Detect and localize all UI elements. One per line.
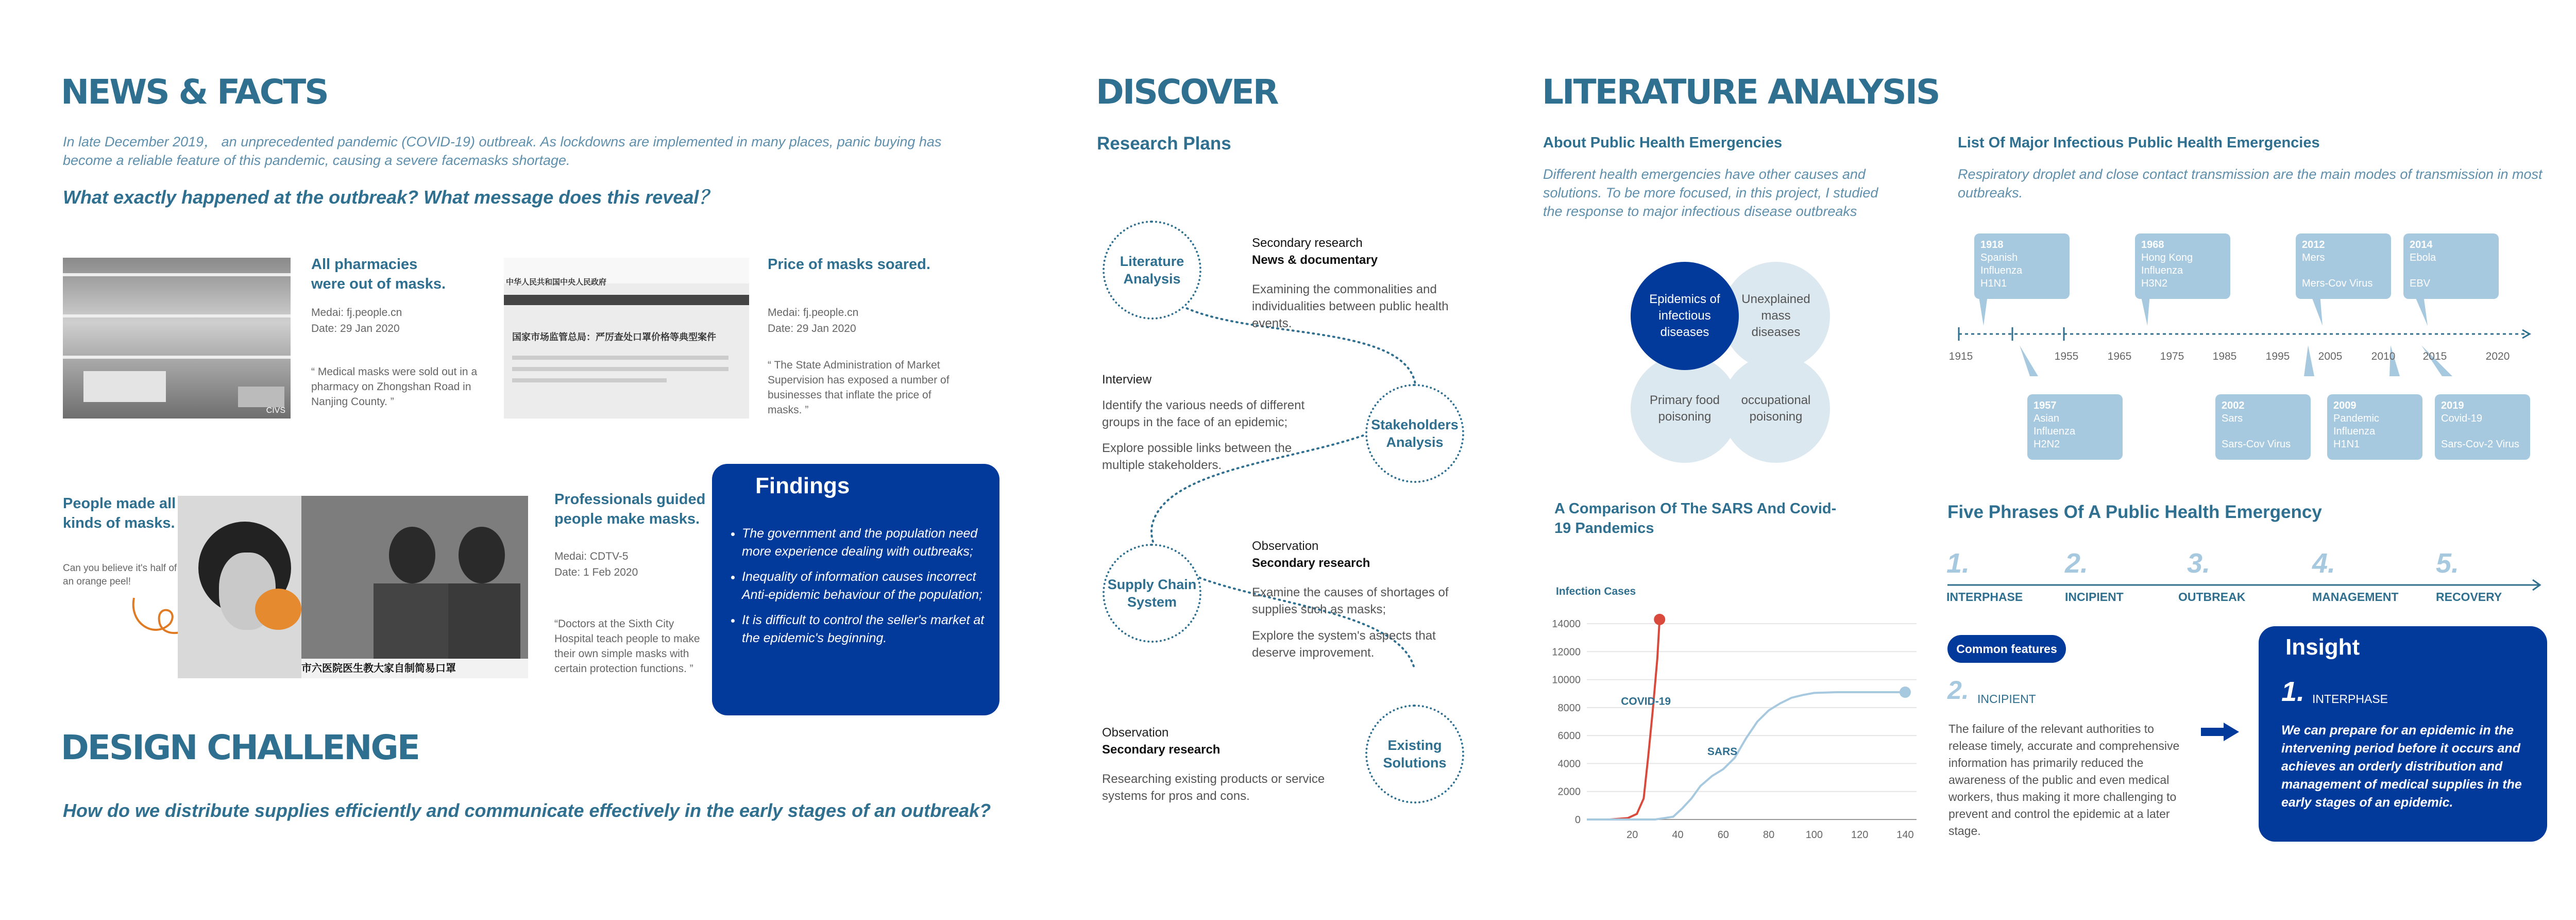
- event-2012: [2296, 233, 2391, 299]
- insight-number: 1.: [2281, 676, 2305, 707]
- event-line: H1N1: [2333, 439, 2360, 450]
- step4-heading: [1102, 724, 1220, 758]
- insight-label: INTERPHASE: [2312, 692, 2388, 706]
- comparison-line-chart: [1546, 577, 1927, 845]
- event-line: H1N1: [1980, 278, 2007, 289]
- event-line: Sars-Cov Virus: [2222, 439, 2291, 450]
- step4-text: Researching existing products or service systems for pros and cons.: [1102, 772, 1325, 803]
- event-line: Mers-Cov Virus: [2302, 278, 2373, 289]
- finding-item: • The government and the population need more experience dealing with outbreaks;: [742, 525, 989, 561]
- circle-occupational-poisoning: occupational poisoning: [1722, 355, 1830, 463]
- phase-label: RECOVERY: [2436, 590, 2502, 604]
- event-line: H3N2: [2141, 278, 2168, 289]
- phase-number: 1.: [1946, 548, 1970, 579]
- phase-label: MANAGEMENT: [2312, 590, 2399, 604]
- event-2002: [2215, 394, 2311, 460]
- phase-number: 2.: [2065, 548, 2089, 579]
- item2-date: Date: 29 Jan 2020: [768, 323, 856, 334]
- gov-headline: 国家市场监管总局：严厉查处口罩价格等典型案件: [512, 332, 716, 342]
- event-2019: [2435, 394, 2530, 460]
- step3-heading1: Observation: [1252, 539, 1319, 553]
- empty-pharmacy-photo: [63, 258, 291, 419]
- event-line: EBV: [2410, 278, 2431, 289]
- timeline-tick: 1985: [2212, 350, 2237, 362]
- comparison-title: A Comparison Of The SARS And Covid-19 Pandemics: [1554, 500, 1837, 537]
- step2-text2: Explore possible links between the multiple stakeholders.: [1102, 441, 1292, 472]
- timeline-intro: Respiratory droplet and close contact transmission are the main modes of transmission in most outbreaks.: [1958, 166, 2543, 200]
- event-2014: [2403, 233, 2499, 299]
- event-1968: [2135, 233, 2230, 299]
- phase-label: INTERPHASE: [1946, 590, 2023, 604]
- event-1918: [1974, 233, 2070, 299]
- item4-media: Medai: CDTV-5: [554, 550, 629, 562]
- step4-heading1: Observation: [1102, 726, 1169, 740]
- event-year: 2009: [2333, 400, 2357, 411]
- item3-note: Can you believe it's half of an orange peel!: [63, 563, 177, 587]
- item2-title: Price of masks soared.: [768, 256, 930, 273]
- event-line: Influenza: [1980, 265, 2023, 276]
- timeline-tick: 1915: [1948, 350, 1973, 362]
- findings-title: Findings: [755, 473, 850, 498]
- x-tick-label: 140: [1896, 829, 1914, 841]
- event-line: Influenza: [2033, 426, 2076, 437]
- circle-unexplained-diseases: Unexplained mass diseases: [1722, 262, 1830, 370]
- y-tick-label: 0: [1574, 814, 1581, 826]
- step4-heading2: Secondary research: [1102, 743, 1221, 757]
- timeline-tick: 2015: [2422, 350, 2447, 362]
- event-1957: [2027, 394, 2123, 460]
- step2-text1: Identify the various needs of different groups in the face of an epidemic;: [1102, 398, 1305, 429]
- series-label-sars: SARS: [1707, 746, 1738, 758]
- news-intro: In late December 2019， an unprecedented pandemic (COVID-19) outbreak. As lockdowns are implemented in many places, panic buying has become a reliable feature of this pandemic, causing a severe facemasks shortage.: [63, 134, 942, 168]
- step1-heading1: Secondary research: [1252, 236, 1363, 250]
- phase-label: OUTBREAK: [2178, 590, 2246, 604]
- findings-card: [712, 464, 999, 715]
- timeline-tick: 2020: [2485, 350, 2510, 362]
- item1-date: Date: 29 Jan 2020: [311, 323, 400, 334]
- timeline-tick: 1975: [2160, 350, 2184, 362]
- event-line: Mers: [2302, 252, 2325, 263]
- circle-existing-solutions: Existing Solutions: [1365, 705, 1464, 804]
- x-tick-label: 120: [1851, 829, 1869, 841]
- step1-text: Examining the commonalities and individualities between public health events.: [1252, 282, 1449, 330]
- step3-heading2: Secondary research: [1252, 556, 1370, 570]
- incipient-number: 2.: [1947, 676, 1969, 705]
- event-line: Spanish: [1980, 252, 2018, 263]
- event-line: Hong Kong: [2141, 252, 2193, 263]
- item1-title: All pharmacies were out of masks.: [311, 256, 446, 292]
- series-label-covid: COVID-19: [1621, 695, 1671, 708]
- challenge-question: How do we distribute supplies efficiently and communicate effectively in the early stages of an outbreak?: [63, 800, 991, 821]
- item1-quote: “ Medical masks were sold out in a pharmacy on Zhongshan Road in Nanjing County. ”: [311, 366, 478, 408]
- item4-title: Professionals guided people make masks.: [554, 491, 706, 527]
- insight-card: [2259, 626, 2547, 842]
- y-tick-label: 10000: [1552, 674, 1581, 686]
- y-tick-label: 4000: [1557, 758, 1581, 770]
- step1-heading2: News & documentary: [1252, 253, 1378, 267]
- circle-literature-analysis: Literature Analysis: [1103, 221, 1201, 320]
- event-year: 1918: [1980, 239, 2004, 250]
- item1-media: Medai: fj.people.cn: [311, 307, 402, 319]
- series-endpoint-sars: [1900, 687, 1911, 698]
- literature-title: LITERATURE ANALYSIS: [1542, 72, 1939, 112]
- x-tick-label: 100: [1805, 829, 1823, 841]
- event-year: 1957: [2033, 400, 2057, 411]
- item2-media: Medai: fj.people.cn: [768, 307, 859, 319]
- finding-item: • It is difficult to control the seller's market at the epidemic's beginning.: [742, 611, 989, 647]
- event-line: H2N2: [2033, 439, 2060, 450]
- item3-title: People made all kinds of masks.: [63, 495, 176, 531]
- insight-title: Insight: [2285, 634, 2360, 660]
- event-line: Pandemic: [2333, 413, 2379, 424]
- x-tick-label: 20: [1626, 829, 1638, 841]
- y-tick-label: 6000: [1557, 730, 1581, 742]
- event-year: 2012: [2302, 239, 2325, 250]
- news-title: NEWS & FACTS: [61, 72, 328, 112]
- insight-text: We can prepare for an epidemic in the intervening period before it occurs and achieves an orderly distribution and management of medical supplies in the early stages of an epidemic.: [2281, 723, 2522, 810]
- x-tick-label: 60: [1717, 829, 1729, 841]
- event-line: Influenza: [2333, 426, 2376, 437]
- y-tick-label: 12000: [1552, 646, 1581, 658]
- x-tick-label: 80: [1762, 829, 1775, 841]
- item4-date: Date: 1 Feb 2020: [554, 566, 638, 578]
- research-plans-subtitle: Research Plans: [1097, 133, 1231, 154]
- common-features-badge: Common features: [1947, 635, 2066, 663]
- phase-number: 5.: [2436, 548, 2460, 579]
- gov-header: 中华人民共和国中央人民政府: [506, 278, 607, 287]
- item4-quote: “Doctors at the Sixth City Hospital teach people to make their own simple masks with certain protection functions. ”: [554, 618, 700, 675]
- timeline-tick: 2005: [2318, 350, 2343, 362]
- incipient-text: The failure of the relevant authorities to release timely, accurate and comprehensive information has primarily reduced the awareness of the public and even medical workers, thus making it more challenging to prevent and control the epidemic at a later stage.: [1948, 722, 2180, 838]
- incipient-label: INCIPIENT: [1977, 692, 2036, 706]
- timeline-tick: 1995: [2265, 350, 2290, 362]
- event-line: Influenza: [2141, 265, 2183, 276]
- x-tick-label: 40: [1672, 829, 1684, 841]
- series-line-sars: [1587, 692, 1905, 819]
- series-endpoint-covid-19: [1654, 614, 1665, 625]
- discover-title: DISCOVER: [1096, 72, 1278, 112]
- findings-list: [724, 525, 989, 655]
- phase-number: 4.: [2312, 548, 2336, 579]
- y-tick-label: 14000: [1552, 618, 1581, 630]
- series-line-covid-19: [1587, 620, 1659, 819]
- event-year: 2002: [2222, 400, 2245, 411]
- news-question: What exactly happened at the outbreak? What message does this reveal？: [63, 187, 718, 208]
- timeline-tick: 1955: [2054, 350, 2079, 362]
- y-axis-label: Infection Cases: [1556, 586, 1636, 597]
- phase-number: 3.: [2187, 548, 2211, 579]
- circle-stakeholders-analysis: Stakeholders Analysis: [1365, 384, 1464, 483]
- mask-making-photo: [178, 496, 528, 678]
- tv-caption: 市六医院医生教大家自制简易口罩: [301, 659, 528, 678]
- phrases-title: Five Phrases Of A Public Health Emergency: [1947, 502, 2322, 522]
- finding-item: • Inequality of information causes incorrect Anti-epidemic behaviour of the population;: [742, 568, 989, 604]
- event-line: Sars: [2222, 413, 2243, 424]
- event-line: Ebola: [2410, 252, 2436, 263]
- government-website-screenshot: [504, 258, 749, 419]
- event-year: 2014: [2410, 239, 2433, 250]
- event-line: Asian: [2033, 413, 2060, 424]
- emergencies-title: About Public Health Emergencies: [1543, 135, 1783, 151]
- timeline-tick: 1965: [2107, 350, 2132, 362]
- photo-caption: CIVS: [266, 406, 285, 415]
- event-line: Sars-Cov-2 Virus: [2441, 439, 2519, 450]
- step3-text2: Explore the system's aspects that deserve improvement.: [1252, 629, 1436, 660]
- circle-infectious-epidemics: Epidemics of infectious diseases: [1631, 262, 1739, 370]
- step3-text1: Examine the causes of shortages of supplies such as masks;: [1252, 586, 1449, 616]
- circle-supply-chain-system: Supply Chain System: [1103, 544, 1201, 643]
- orange-peel-mask: [255, 589, 301, 630]
- emergencies-intro: Different health emergencies have other causes and solutions. To be more focused, in this project, I studied the response to major infectious disease outbreaks: [1543, 166, 1878, 219]
- y-tick-label: 8000: [1557, 702, 1581, 714]
- circle-food-poisoning: Primary food poisoning: [1631, 355, 1739, 463]
- timeline-title: List Of Major Infectious Public Health Emergencies: [1958, 135, 2320, 151]
- phase-label: INCIPIENT: [2065, 590, 2124, 604]
- event-year: 2019: [2441, 400, 2464, 411]
- timeline-tick: 2010: [2371, 350, 2396, 362]
- right-arrow-icon: [2201, 722, 2240, 742]
- step3-heading: [1252, 538, 1370, 572]
- challenge-title: DESIGN CHALLENGE: [61, 728, 419, 767]
- y-tick-label: 2000: [1557, 786, 1581, 798]
- event-2009: [2327, 394, 2422, 460]
- event-line: Covid-19: [2441, 413, 2483, 424]
- step1-heading: [1252, 235, 1378, 269]
- item2-quote: “ The State Administration of Market Supervision has exposed a number of businesses that inflate the price of masks. ”: [768, 359, 950, 416]
- step2-heading: Interview: [1102, 373, 1152, 387]
- event-year: 1968: [2141, 239, 2164, 250]
